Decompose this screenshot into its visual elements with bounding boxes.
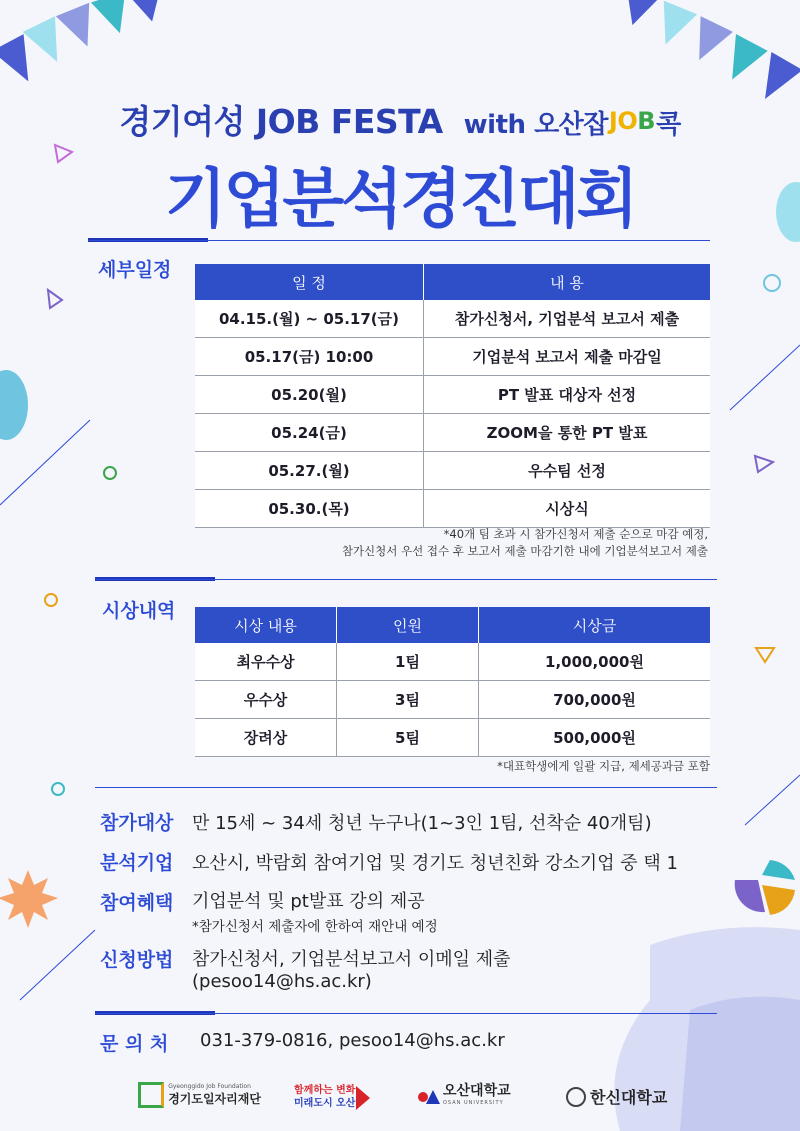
table-row [195, 414, 710, 452]
schedule-date: 05.20(월) [195, 376, 424, 414]
schedule-content: 시상식 [424, 490, 711, 528]
table-row [195, 376, 710, 414]
apply-email: (pesoo14@hs.ac.kr) [192, 971, 372, 992]
table-row [195, 681, 710, 719]
schedule-date: 05.17(금) 10:00 [195, 338, 424, 376]
ring-shape [45, 594, 57, 606]
diagonal-line [745, 775, 800, 825]
schedule-content: 기업분석 보고서 제출 마감일 [424, 338, 711, 376]
table-row [195, 300, 710, 338]
jobcok-badge-top: JO [608, 107, 638, 135]
column-header-date: 일 정 [195, 264, 424, 300]
award-count: 5팀 [337, 719, 479, 757]
awards-section-label: 시상내역 [102, 600, 176, 622]
target-label: 참가대상 [100, 812, 174, 834]
award-prize: 500,000원 [479, 719, 711, 757]
triangle-shape [756, 648, 774, 662]
wheel-shape [735, 880, 765, 912]
benefit-text: 기업분석 및 pt발표 강의 제공 [192, 891, 425, 912]
jobcok-badge-mid: B [637, 107, 656, 135]
gyeonggi-logo-text: 경기도일자리재단 [168, 1092, 261, 1106]
osan-university-logo [418, 1085, 511, 1109]
triangle-shape [755, 456, 773, 472]
award-prize: 700,000원 [479, 681, 711, 719]
hanshin-text: 한신대학교 [590, 1088, 668, 1107]
gyeonggi-logo-small: Gyeonggido Job Foundation [168, 1083, 251, 1090]
schedule-content: 참가신청서, 기업분석 보고서 제출 [424, 300, 711, 338]
hanshin-emblem-icon [566, 1087, 586, 1107]
column-header-prize: 시상금 [479, 607, 711, 643]
festa-headline [0, 96, 800, 143]
contact-text: 031-379-0816, pesoo14@hs.ac.kr [200, 1030, 505, 1051]
schedule-table [195, 264, 710, 528]
ring-shape [764, 275, 780, 291]
osan-city-arrow-icon [356, 1086, 370, 1110]
benefit-subtext: *참가신청서 제출자에 한하여 재안내 예정 [192, 919, 438, 935]
awards-table-header [195, 607, 710, 643]
wheel-shape [762, 885, 795, 915]
company-text: 오산시, 박람회 참여기업 및 경기도 청년친화 강소기업 중 택 1 [192, 853, 678, 874]
schedule-date: 05.30.(목) [195, 490, 424, 528]
awards-rule [95, 579, 717, 580]
award-name: 최우수상 [195, 643, 337, 681]
hanshin-logo [566, 1085, 667, 1108]
schedule-section-label: 세부일정 [98, 259, 172, 281]
company-label: 분석기업 [100, 852, 174, 874]
festa-with: with 오산잡 [463, 110, 608, 140]
schedule-content: ZOOM을 통한 PT 발표 [424, 414, 711, 452]
ring-shape [52, 783, 64, 795]
contact-rule [95, 1013, 717, 1014]
schedule-note-line1: *40개 팀 초과 시 참가신청서 제출 순으로 마감 예정, [443, 527, 708, 541]
bubble-shape [0, 370, 28, 440]
details-rule [95, 787, 717, 788]
triangle-shape [48, 290, 62, 308]
apply-label: 신청방법 [100, 949, 174, 971]
diagonal-line [20, 930, 95, 1000]
award-prize: 1,000,000원 [479, 643, 711, 681]
table-row [195, 338, 710, 376]
osan-city-logo [294, 1084, 355, 1110]
main-title: 기업분석경진대회 [164, 163, 636, 237]
column-header-award: 시상 내용 [195, 607, 337, 643]
apply-text: 참가신청서, 기업분석보고서 이메일 제출 [192, 949, 511, 970]
schedule-date: 04.15.(월) ~ 05.17(금) [195, 300, 424, 338]
osan-univ-a-icon [426, 1090, 440, 1104]
osan-univ-en: OSAN UNIVERSITY [443, 1100, 504, 1106]
festa-title: 경기여성 JOB FESTA [119, 102, 443, 141]
awards-table [195, 607, 710, 757]
schedule-date: 05.24(금) [195, 414, 424, 452]
award-name: 우수상 [195, 681, 337, 719]
table-row [195, 490, 710, 528]
wheel-shape [762, 860, 795, 880]
table-row [195, 452, 710, 490]
schedule-date: 05.27.(월) [195, 452, 424, 490]
jobcok-badge [609, 107, 655, 135]
osan-univ-text: 오산대학교 [443, 1083, 511, 1099]
table-row [195, 643, 710, 681]
schedule-content: PT 발표 대상자 선정 [424, 376, 711, 414]
column-header-count: 인원 [337, 607, 479, 643]
benefit-label: 참여혜택 [100, 892, 174, 914]
ring-shape [104, 467, 116, 479]
diagonal-line [730, 345, 800, 410]
jobcok-badge-end: 콕 [656, 110, 681, 140]
osan-city-top: 함께하는 변화 [294, 1085, 356, 1096]
award-count: 1팀 [337, 643, 479, 681]
column-header-content: 내 용 [424, 264, 711, 300]
schedule-content: 우수팀 선정 [424, 452, 711, 490]
osan-city-bottom: 미래도시 오산 [294, 1098, 356, 1109]
schedule-note-line2: 참가신청서 우선 접수 후 보고서 제출 마감기한 내에 기업분석보고서 제출 [341, 544, 708, 558]
schedule-table-header [195, 264, 710, 300]
starburst-shape [0, 870, 58, 928]
schedule-note [200, 526, 708, 560]
gyeonggi-mark-icon [138, 1082, 164, 1108]
table-row [195, 719, 710, 757]
schedule-rule [88, 240, 710, 241]
target-text: 만 15세 ~ 34세 청년 누구나(1~3인 1팀, 선착순 40개팀) [192, 813, 652, 834]
awards-note: *대표학생에게 일괄 지급, 제세공과금 포함 [497, 759, 710, 773]
contact-label: 문 의 처 [100, 1033, 169, 1055]
pedestal-shape [680, 997, 800, 1131]
gyeonggi-logo [138, 1082, 261, 1108]
award-name: 장려상 [195, 719, 337, 757]
award-count: 3팀 [337, 681, 479, 719]
